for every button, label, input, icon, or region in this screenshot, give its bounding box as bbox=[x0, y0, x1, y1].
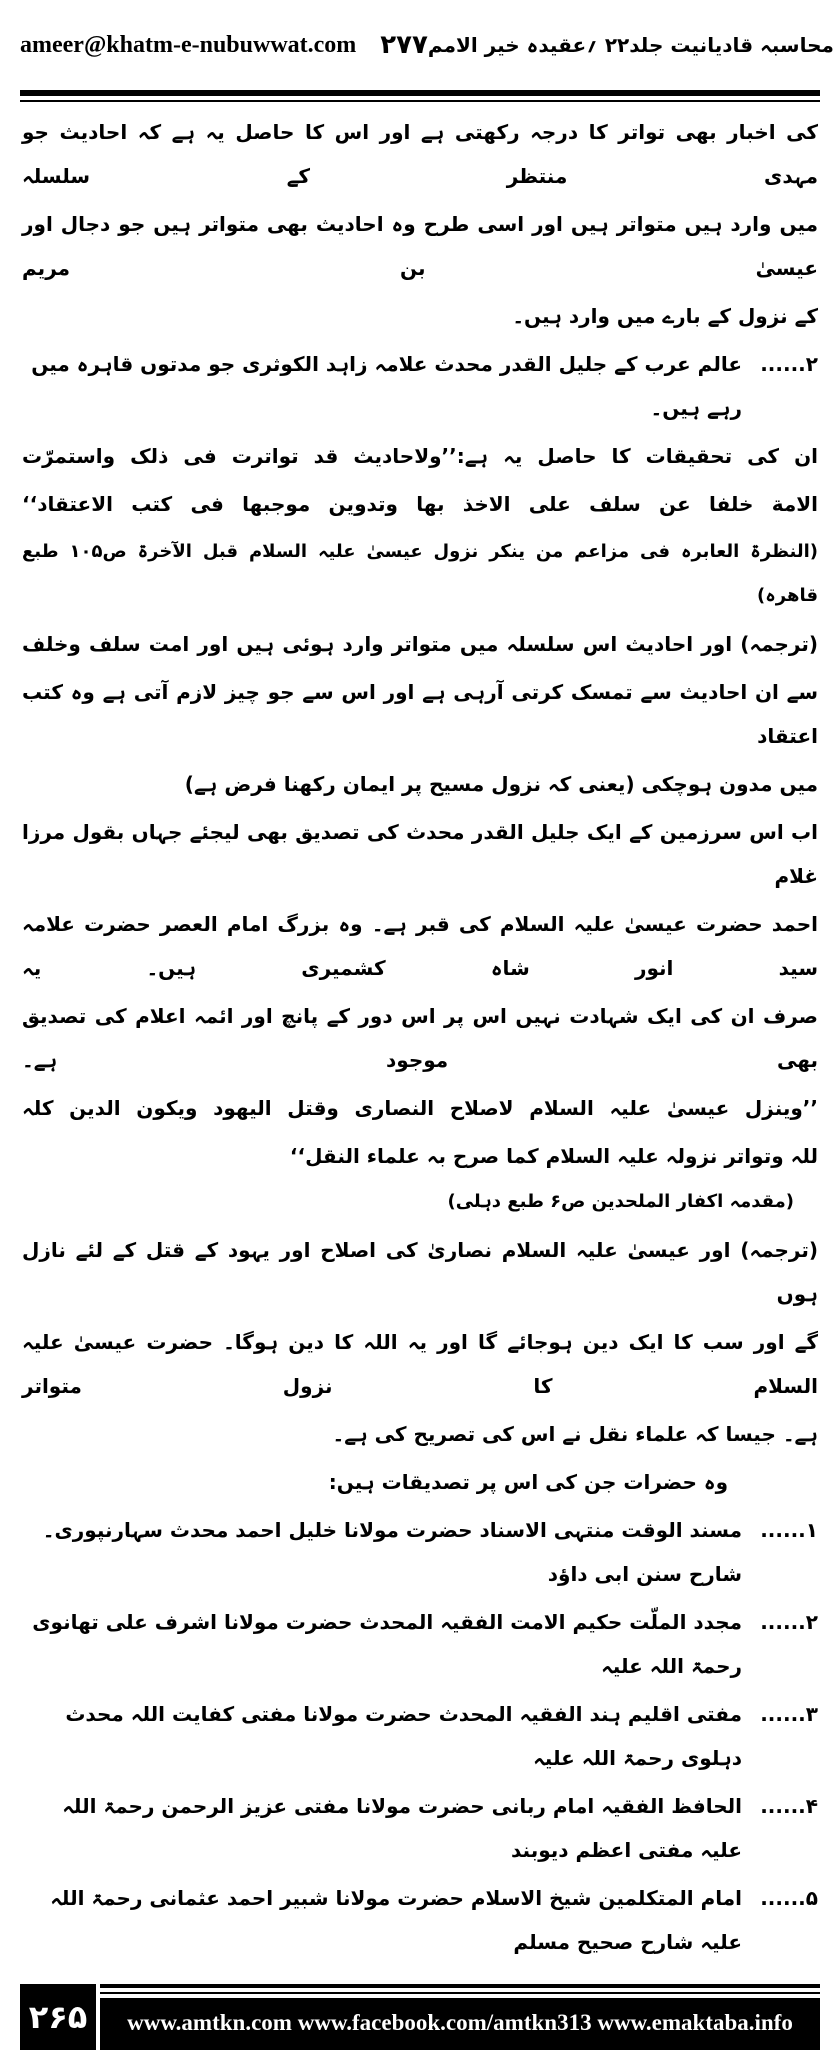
footer-page-number: ۲۶۵ bbox=[20, 1984, 96, 2050]
item-text: امام المتکلمین شیخ الاسلام حضرت مولانا شبیر احمد عثمانی رحمۃ اللہ علیہ شارح صحیح مسلم bbox=[50, 1886, 742, 1954]
list-item-2 bbox=[22, 342, 818, 430]
item-number: ۱...... bbox=[760, 1518, 818, 1542]
item-text: مسند الوقت منتہی الاسناد حضرت مولانا خلیل احمد محدث سہارنپوری۔ شارح سنن ابی داؤد bbox=[42, 1518, 742, 1586]
footer-urls: www.amtkn.com www.facebook.com/amtkn313 www.emaktaba.info bbox=[100, 1998, 820, 2050]
header-book-title: محاسبہ قادیانیت جلد۲۲ ؍عقیدہ خیر الامم bbox=[427, 33, 834, 57]
citation: (النظرۃ العابرہ فی مزاعم من ینکر نزول عیسیٰ علیہ السلام قبل الآخرۃ ص۱۰۵ طبع قاھرہ) bbox=[22, 541, 818, 606]
list-item bbox=[22, 1508, 818, 1596]
text-line: گے اور سب کا ایک دین ہوجائے گا اور یہ اللہ کا دین ہوگا۔ حضرت عیسیٰ علیہ السلام کا نزول متواتر bbox=[22, 1330, 818, 1398]
item-text: مجدد الملّت حکیم الامت الفقیہ المحدث حضرت مولانا اشرف علی تھانوی رحمۃ اللہ علیہ bbox=[32, 1610, 742, 1678]
item-number: ۲...... bbox=[760, 1610, 818, 1634]
text-line: وہ حضرات جن کی اس پر تصدیقات ہیں: bbox=[328, 1470, 728, 1494]
header-page-number: ۲۷۷ bbox=[380, 30, 428, 60]
text-line: میں وارد ہیں متواتر ہیں اور اسی طرح وہ احادیث بھی متواتر ہیں جو دجال اور عیسیٰ بن مریم bbox=[22, 212, 818, 280]
text-line: احمد حضرت عیسیٰ علیہ السلام کی قبر ہے۔ وہ بزرگ امام العصر حضرت علامہ سید انور شاہ کشمیری ہیں۔ یہ bbox=[22, 912, 818, 980]
header-left bbox=[20, 30, 428, 60]
page-body bbox=[0, 102, 840, 1978]
text-line: کے نزول کے بارے میں وارد ہیں۔ bbox=[512, 304, 818, 328]
page-footer bbox=[20, 1984, 820, 2050]
page-header bbox=[0, 0, 840, 70]
text-line: (ترجمہ) اور عیسیٰ علیہ السلام نصاریٰ کی اصلاح اور یہود کے قتل کے لئے نازل ہوں bbox=[22, 1238, 818, 1306]
text-line: میں مدون ہوچکی (یعنی کہ نزول مسیح پر ایمان رکھنا فرض ہے) bbox=[184, 772, 818, 796]
footer-right bbox=[100, 1984, 820, 2050]
item-number: ۴...... bbox=[760, 1794, 818, 1818]
list-item bbox=[22, 1784, 818, 1872]
item-number: ۵...... bbox=[760, 1886, 818, 1910]
text-line: (ترجمہ) اور احادیث اس سلسلہ میں متواتر وارد ہوئی ہیں اور امت سلف وخلف bbox=[22, 632, 818, 656]
item-text: مفتی اقلیم ہند الفقیہ المحدث حضرت مولانا مفتی کفایت اللہ محدث دہلوی رحمۃ اللہ علیہ bbox=[65, 1702, 742, 1770]
item-number: ۳...... bbox=[760, 1702, 818, 1726]
footer-rule-thin bbox=[100, 1992, 820, 1994]
arabic-quote: الامة خلفا عن سلف علی الاخذ بھا وتدوین موجبھا فی کتب الاعتقاد‘‘ bbox=[22, 492, 818, 516]
text-line: کی اخبار بھی تواتر کا درجہ رکھتی ہے اور اس کا حاصل یہ ہے کہ احادیث جو مہدی منتظر کے سلسلہ bbox=[22, 120, 818, 188]
text-line: سے ان احادیث سے تمسک کرتی آرہی ہے اور اس سے جو چیز لازم آتی ہے وہ کتب اعتقاد bbox=[22, 680, 818, 748]
citation: (مقدمہ اکفار الملحدین ص۶ طبع دہلی) bbox=[447, 1191, 794, 1212]
arabic-quote-line bbox=[22, 1134, 818, 1224]
item-number: ۲...... bbox=[760, 352, 818, 376]
item-text: الحافظ الفقیہ امام ربانی حضرت مولانا مفتی عزیز الرحمن رحمۃ اللہ علیہ مفتی اعظم دیوبند bbox=[62, 1794, 742, 1862]
text-line: عالم عرب کے جلیل القدر محدث علامہ زاہد الکوثری جو مدتوں قاہرہ میں رہے ہیں۔ bbox=[31, 352, 742, 420]
footer-rule bbox=[100, 1984, 820, 1988]
list-item bbox=[22, 1692, 818, 1780]
text-line: ہے۔ جیسا کہ علماء نقل نے اس کی تصریح کی ہے۔ bbox=[332, 1422, 818, 1446]
text-line: صرف ان کی ایک شہادت نہیں اس پر اس دور کے پانچ اور ائمہ اعلام کی تصدیق بھی موجود ہے۔ bbox=[22, 1004, 818, 1072]
text-line: اب اس سرزمین کے ایک جلیل القدر محدث کی تصدیق بھی لیجئے جہاں بقول مرزا غلام bbox=[22, 820, 818, 888]
text-line: للہ وتواتر نزولہ علیہ السلام کما صرح بہ علماء النقل‘‘ bbox=[289, 1144, 818, 1168]
text-line: ان کی تحقیقات کا حاصل یہ ہے:’’ولاحادیث قد تواترت فی ذلک واستمرّت bbox=[22, 444, 818, 468]
arabic-quote: ’’وینزل عیسیٰ علیہ السلام لاصلاح النصاری وقتل الیھود ویکون الدین کلہ bbox=[22, 1096, 818, 1120]
list-item bbox=[22, 1876, 818, 1964]
list-item bbox=[22, 1600, 818, 1688]
header-email: ameer@khatm-e-nubuwwat.com bbox=[20, 31, 357, 58]
header-rule bbox=[20, 90, 820, 96]
